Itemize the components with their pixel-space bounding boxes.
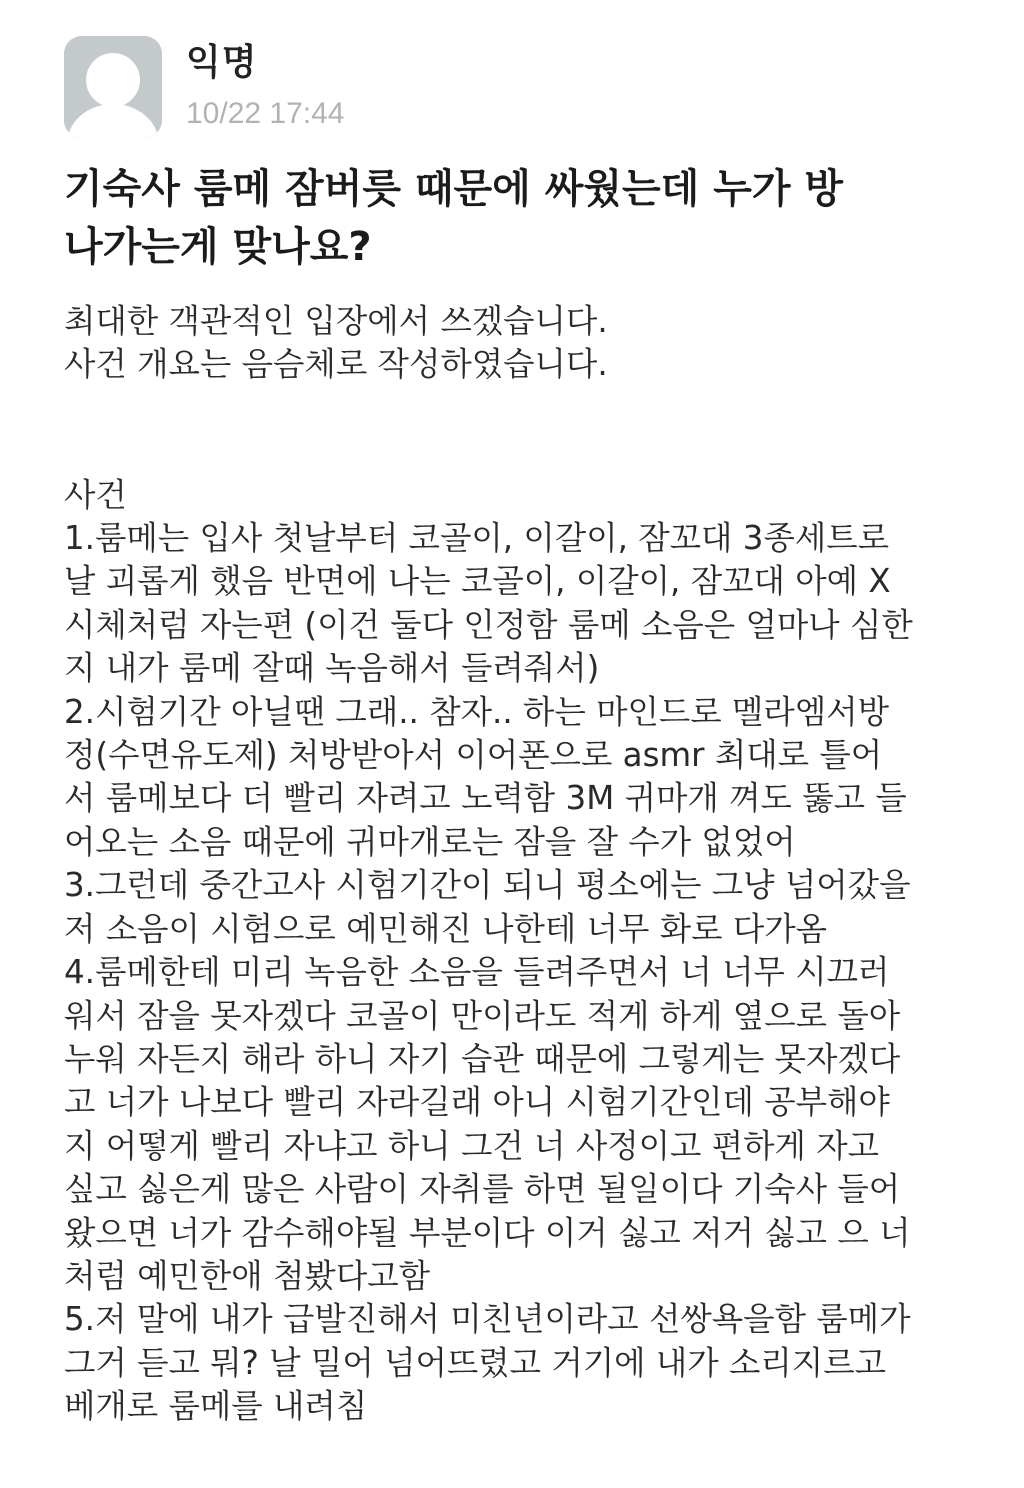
author-name: 익명 <box>186 42 258 83</box>
avatar[interactable] <box>64 36 162 138</box>
post-title: 기숙사 룸메 잠버릇 때문에 싸웠는데 누가 방 나가는게 맞나요? <box>64 166 844 270</box>
post-body: 최대한 객관적인 입장에서 쓰겠습니다. 사건 개요는 음슴체로 작성하였습니다. 사건 1.룸메는 입사 첫날부터 코골이, 이갈이, 잠꼬대 3종세트로 날 괴롭게 했음 반면에 나는 코골이, 이갈이, 잠꼬대 아예 X 시체처럼 자는편 (이건 둘다 인정함 룸메 소음은 얼마나 심한 지 내가 룸메 잘때 녹음해서 들려줘서) 2.시험기간 아닐땐 그래.. 참자.. 하는 마인드로 멜라엠서방 정(수면유도제) 처방받아서 이어폰으로 asmr 최대로 틀어 서 룸메보다 더 빨리 자려고 노력함 3M 귀마개 껴도 뚫고 들 어오는 소음 때문에 귀마개로는 잠을 잘 수가 없었어 3.그런데 중간고사 시험기간이 되니 평소에는 그냥 넘어갔을 저 소음이 시험으로 예민해진 나한테 너무 화로 다가옴 4.룸메한테 미리 녹음한 소음을 들려주면서 너 너무 시끄러 워서 잠을 못자겠다 코골이 만이라도 적게 하게 옆으로 돌아 누워 자든지 해라 하니 자기 습관 때문에 그렇게는 못자겠다 고 너가 나보다 빨리 자라길래 아니 시험기간인데 공부해야 지 어떻게 빨리 자냐고 하니 그건 너 사정이고 편하게 자고 싶고 싫은게 많은 사람이 자취를 하면 될일이다 기숙사 들어 왔으면 너가 감수해야될 부분이다 이거 싫고 저거 싫고 으 너 처럼 예민한애 첨봤다고함 5.저 말에 내가 급발진해서 미친년이라고 선쌍욕을함 룸메가 그거 듣고 뭐? 날 밀어 넘어뜨렸고 거기에 내가 소리지르고 베개로 룸메를 내려침 <box>64 302 913 1426</box>
post-timestamp: 10/22 17:44 <box>186 97 345 130</box>
post-author-row <box>64 36 964 138</box>
default-profile-icon <box>64 36 162 138</box>
author-meta <box>186 38 344 134</box>
